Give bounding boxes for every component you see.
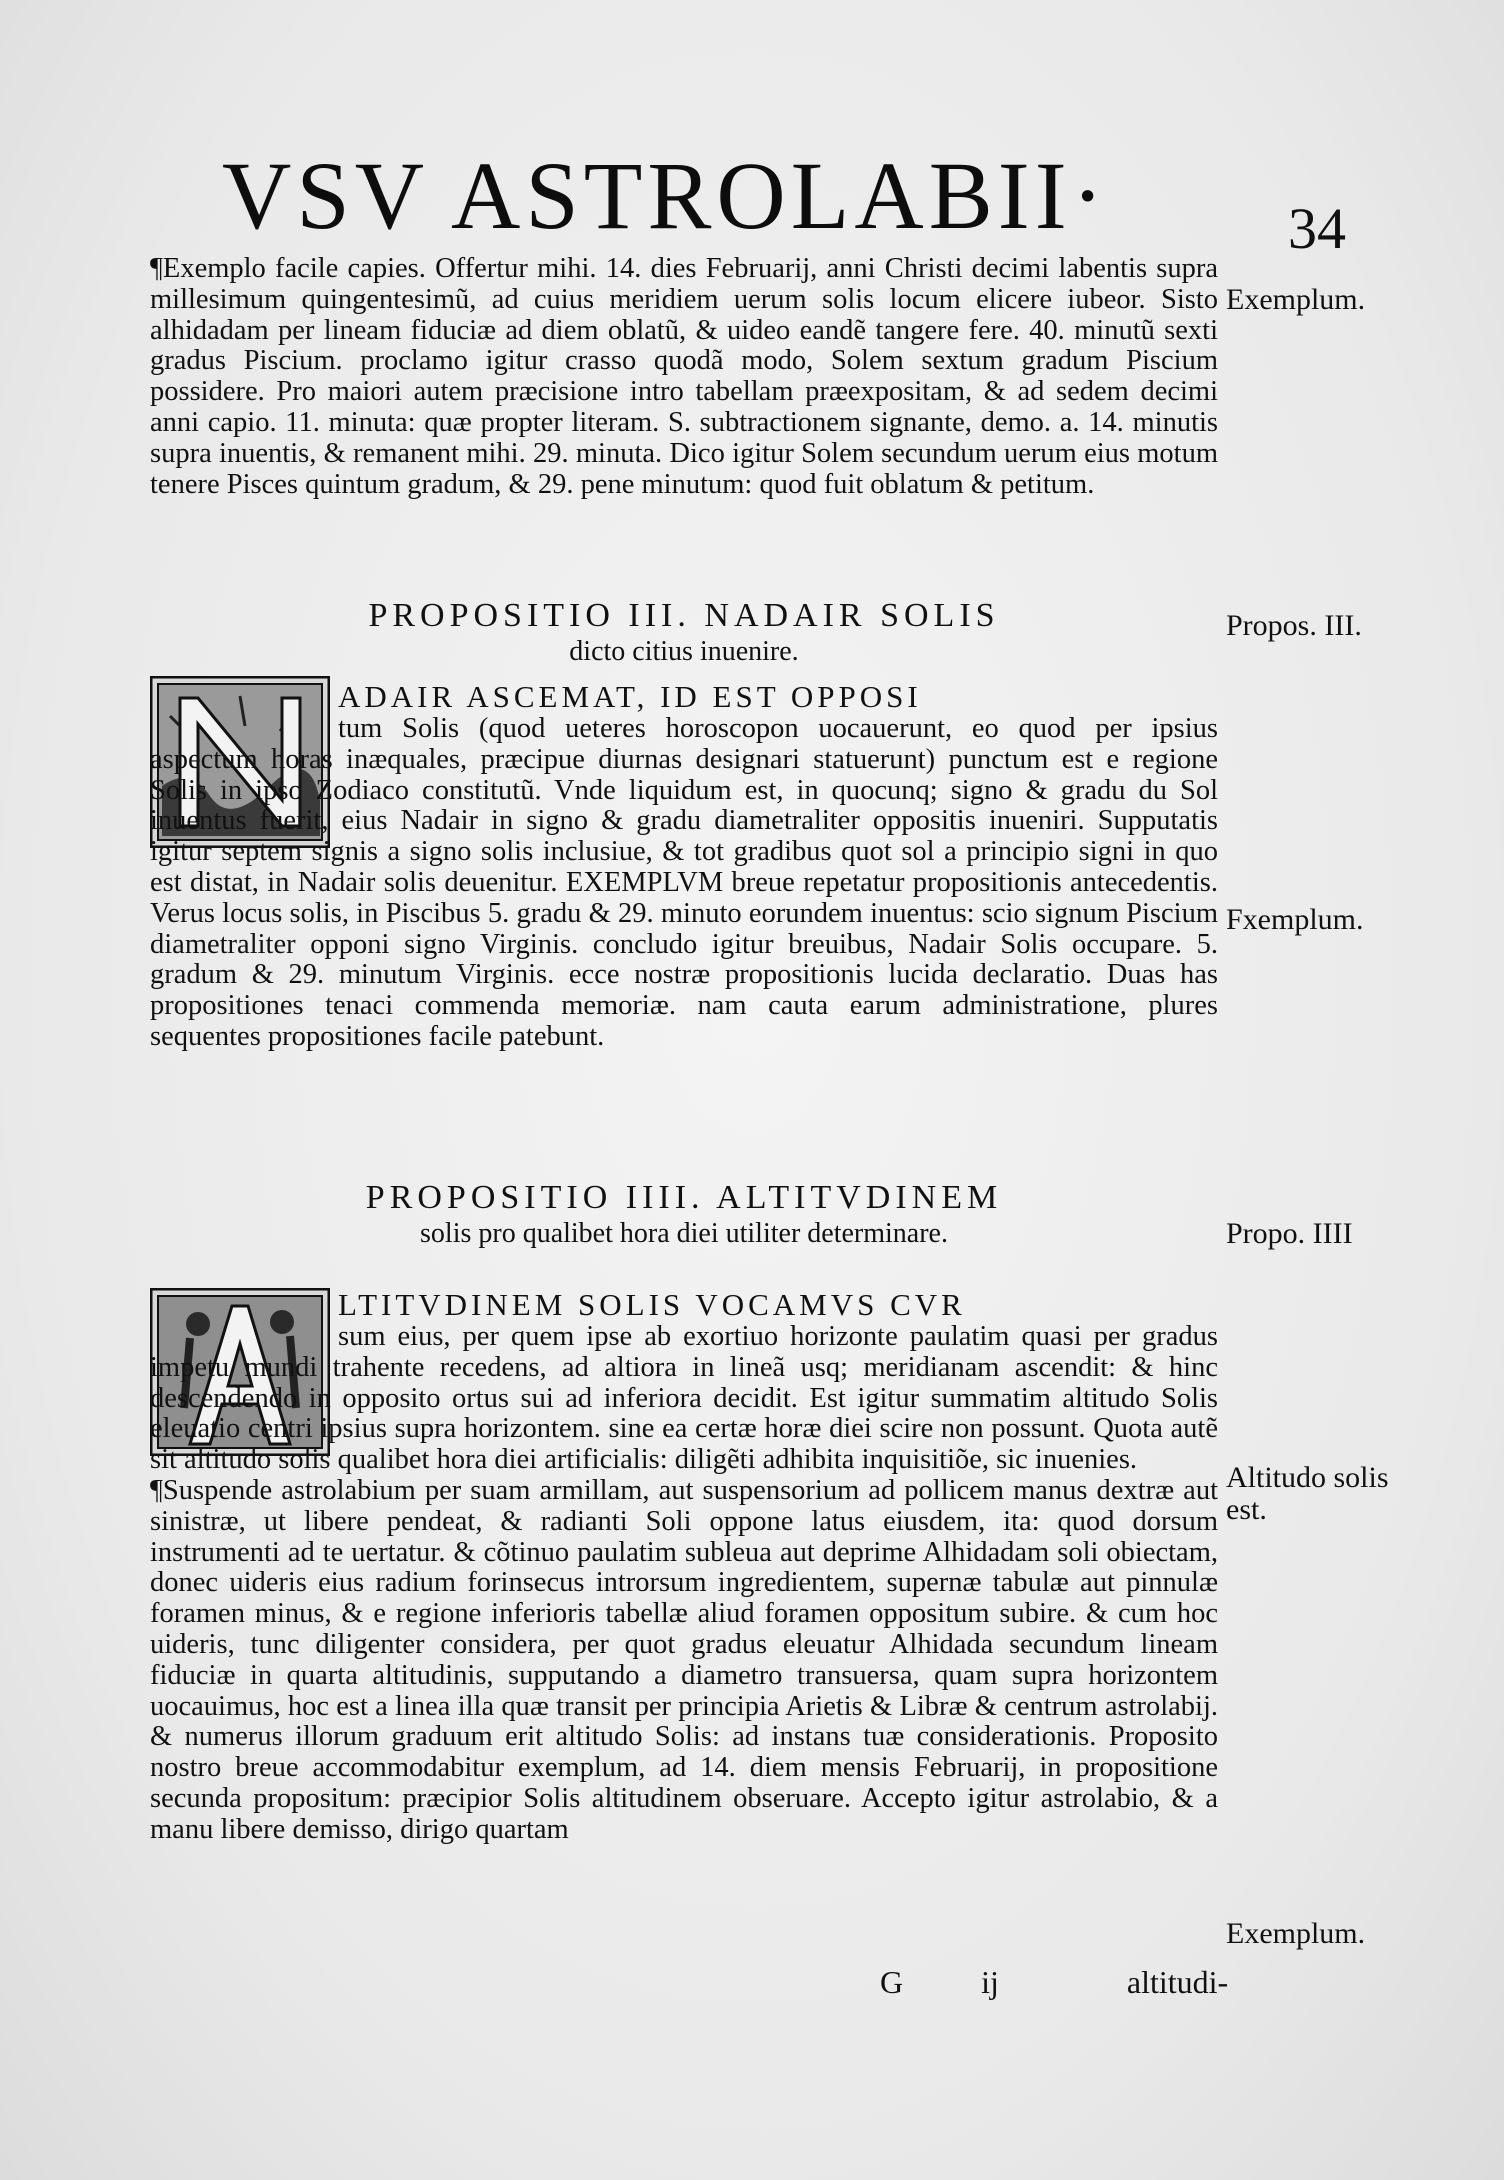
running-title: VSV ASTROLABII· (222, 142, 1109, 249)
proposition-3-body (150, 714, 1218, 1053)
catchword: altitudi- (1126, 1964, 1229, 2000)
footer-catchwords (880, 1964, 1228, 2001)
proposition-3-subtitle: dicto citius inuenire. (569, 636, 799, 667)
proposition-3-title: PROPOSITIO III. NADAIR SOLIS (368, 597, 1000, 634)
proposition-4-text: sum eius, per quem ipse ab exortiuo horizonte paulatim quasi per gradus impetu mundi trahente recedens, ad altiora in lineã usq; meridianam ascendit: & hinc descendendo in opposito ortus sui ad inferiora decidit. Est igitur summatim altitudo Solis eleuatio centri ipsius supra horizontem. sine ea certæ horæ diei scire non possunt. Quota autẽ sit altitudo solis qualibet hora diei artificialis: diligẽti adhibita inquisitiõe, sic inuenies. (150, 1321, 1218, 1476)
signature-letter: G (880, 1964, 904, 2000)
proposition-4-title: PROPOSITIO IIII. ALTITVDINEM (365, 1179, 1003, 1216)
proposition-3-lead-caps: ADAIR ASCEMAT, ID EST OPPOSI (338, 679, 922, 714)
margin-note-est: est. (1226, 1493, 1267, 1526)
folio-number: 34 (1288, 196, 1346, 261)
proposition-4-lead (338, 1287, 1218, 1323)
margin-note-fxemplum: Fxemplum. (1226, 903, 1364, 936)
margin-note-altitudo-solis: Altitudo solis (1226, 1461, 1389, 1494)
proposition-3-heading (150, 596, 1218, 668)
proposition-3-lead (338, 679, 1218, 715)
proposition-3-text: tum Solis (quod ueteres horoscopon uocauerunt, eo quod per ipsius aspectum horas inæquales, præcipue diurnas designari statuerunt) punctum est e regione Solis in ipso Zodiaco constitutũ. Vnde liquidum est, in quocunq; signo & gradu du Sol inuentus fuerit, eius Nadair in signo & gradu diametraliter oppositis inueniri. Supputatis igitur septem signis a signo solis inclusiue, & tot gradibus quot sol a principio signi in quo est distat, in Nadair solis deuenitur. EXEMPLVM breue repetatur propositionis antecedentis. Verus locus solis, in Piscibus 5. gradu & 29. minuto eorundem inuentus: scio signum Piscium diametraliter opponi signo Virginis. concludo igitur breuibus, Nadair Solis occupare. 5. gradum & 29. minutum Virginis. ecce nostræ propositionis lucida declaratio. Duas has propositiones tenaci commenda memoriæ. nam cauta earum administratione, plures sequentes propositiones facile patebunt. (150, 713, 1218, 1052)
proposition-4-heading (150, 1178, 1218, 1250)
signature-number: ij (981, 1964, 999, 2000)
opening-paragraph (150, 254, 1218, 500)
proposition-4-lead-caps: LTITVDINEM SOLIS VOCAMVS CVR (338, 1287, 966, 1322)
margin-note-propo-4: Propo. IIII (1226, 1217, 1353, 1250)
proposition-4-text-2: ¶Suspende astrolabium per suam armillam, aut suspensorium ad pollicem manus dextræ aut sinistræ, ut libere pendeat, & radianti Soli oppone latus eiusdem, ita: quod dorsum instrumenti ad te uertatur. & cõtinuo paulatim subleua aut deprime Alhidadam soli obiectam, donec uideris eius radium forinsecus introrsum ingredientem, supernæ tabulæ aut pinnulæ foramen minus, & e regione inferioris tabellæ aliud foramen oppositum subire. & cum hoc uideris, tunc diligenter considera, per quot gradus eleuatur Alhidada secundum lineam fiduciæ in quarta altitudinis, supputando a diametro transuersa, quam supra horizontem uocauimus, hoc est a linea illa quæ transit per principia Arietis & Libræ & centrum astrolabij. & numerus illorum graduum erit altitudo Solis: ad instans tuæ considerationis. Proposito nostro breue accommodabitur exemplum, ad 14. diem mensis Februarij, in propositione secunda propositum: præcipior Solis altitudinem obseruare. Accepto igitur astrolabio, & a manu libere demisso, dirigo quartam (150, 1474, 1218, 1845)
proposition-4-subtitle: solis pro qualibet hora diei utiliter determinare. (420, 1218, 948, 1249)
margin-note-exemplum-1: Exemplum. (1226, 283, 1366, 316)
opening-paragraph-text: ¶Exemplo facile capies. Offertur mihi. 14. dies Februarij, anni Christi decimi labentis supra millesimum quingentesimũ, ad cuius meridiem uerum solis locum elicere iubeor. Sisto alhidadam per lineam fiduciæ ad diem oblatũ, & uideo eandẽ tangere fere. 40. minutũ sexti gradus Piscium. proclamo igitur crasso quodã modo, Solem sextum gradum Piscium possidere. Pro maiori autem præcisione intro tabellam præexpositam, & ad sedem decimi anni capio. 11. minuta: quæ propter literam. S. subtractionem signante, demo. a. 14. minutis supra inuentis, & remanent mihi. 29. minuta. Dico igitur Solem secundum uerum eius motum tenere Pisces quintum gradum, & 29. pene minutum: quod fuit oblatum & petitum. (150, 253, 1218, 500)
margin-note-propos-3: Propos. III. (1226, 609, 1362, 642)
margin-note-exemplum-2: Exemplum. (1226, 1917, 1366, 1950)
proposition-4-body (150, 1322, 1218, 1846)
